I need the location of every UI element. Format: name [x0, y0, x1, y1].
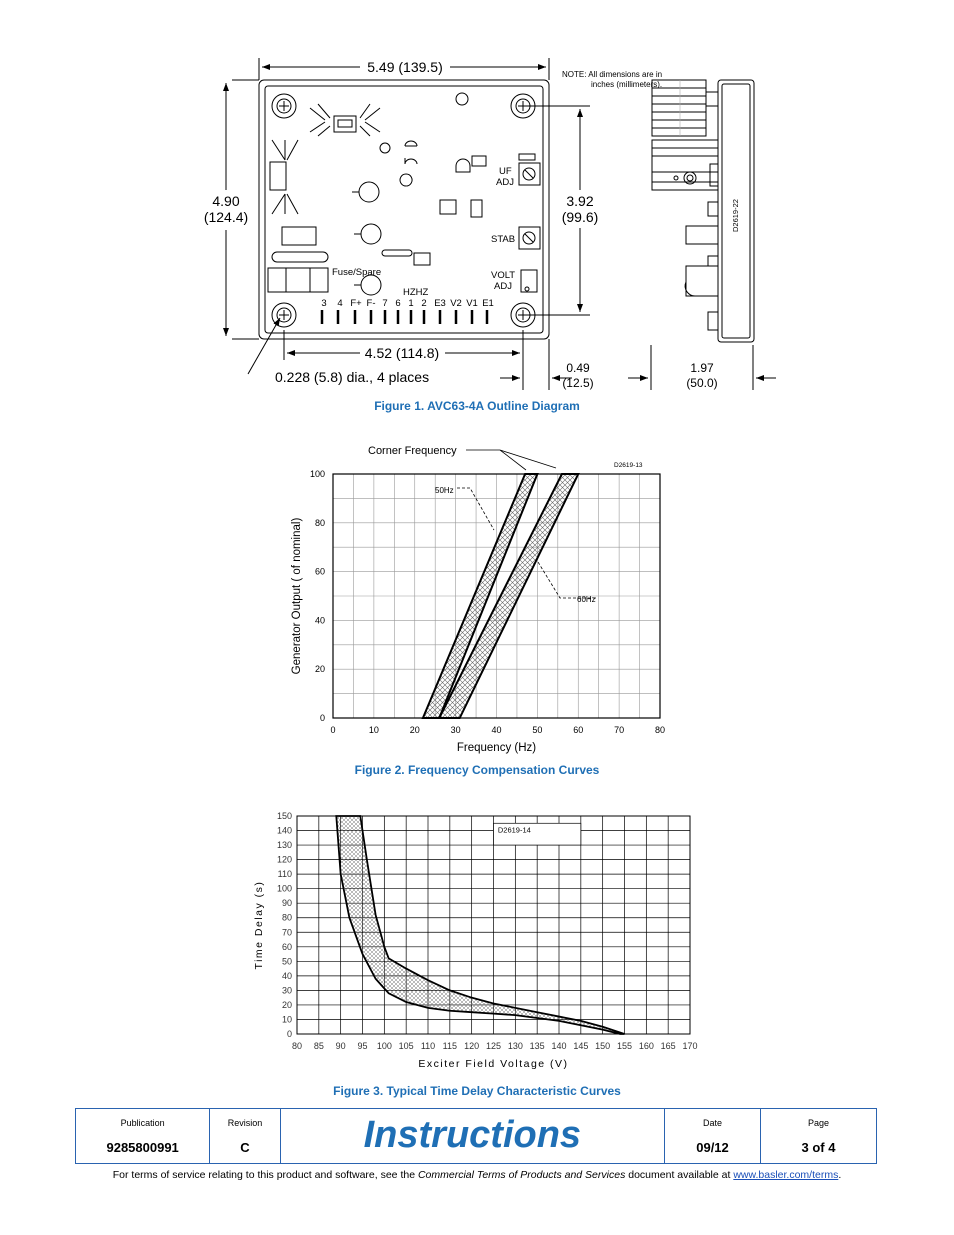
drawing-id: D2619-13	[614, 462, 643, 469]
terminal-label: V2	[450, 298, 462, 309]
y-axis-label: Time Delay (s)	[253, 880, 265, 970]
dim-height-in: 4.90	[212, 193, 240, 209]
terminal-label: 3	[321, 298, 327, 309]
terminal-label: 2	[421, 298, 427, 309]
x-tick-label: 160	[638, 1041, 654, 1051]
x-tick-label: 60	[573, 725, 584, 735]
y-tick-label: 90	[281, 898, 292, 909]
x-axis-label: Exciter Field Voltage (V)	[418, 1058, 569, 1070]
y-tick-label: 40	[314, 615, 325, 626]
x-tick-label: 40	[491, 725, 502, 735]
revision-label: Revision	[227, 1118, 263, 1128]
label-60hz: 60Hz	[577, 595, 596, 604]
publication-value: 9285800991	[106, 1140, 179, 1155]
dim-depth-mm: (50.0)	[686, 376, 718, 390]
page-cell	[761, 1109, 876, 1163]
x-tick-label: 85	[313, 1041, 324, 1051]
corner-frequency-label: Corner Frequency	[368, 445, 457, 457]
y-tick-label: 100	[309, 469, 325, 479]
footer-table	[75, 1108, 877, 1164]
document-title: Instructions	[363, 1114, 582, 1156]
figure1-caption: Figure 1. AVC63-4A Outline Diagram	[374, 399, 580, 413]
time-delay-band	[336, 816, 624, 1034]
x-tick-label: 70	[614, 725, 625, 735]
frequency-compensation-chart	[0, 430, 954, 760]
terms-suffix: .	[838, 1169, 842, 1181]
dim-edge-mm: (12.5)	[562, 376, 594, 390]
y-tick-label: 100	[276, 883, 292, 894]
x-tick-label: 135	[529, 1041, 545, 1051]
terminal-label: V1	[466, 298, 478, 309]
x-tick-label: 10	[368, 725, 379, 735]
time-delay-chart	[0, 800, 954, 1080]
x-tick-label: 30	[450, 725, 461, 735]
publication-cell	[76, 1109, 210, 1163]
note-line2: inches (millimeters).	[591, 80, 663, 89]
terms-link[interactable]: www.basler.com/terms	[733, 1169, 839, 1181]
dim-hole-spacing: 4.52 (114.8)	[364, 345, 440, 361]
y-tick-label: 120	[276, 854, 292, 865]
dim-height-mm: (124.4)	[203, 209, 249, 225]
dim-inner-height-mm: (99.6)	[561, 209, 599, 225]
label-uf-adj: ADJ	[496, 177, 514, 188]
y-axis-label: Generator Output ( of nominal)	[291, 517, 303, 675]
x-tick-label: 140	[551, 1041, 567, 1051]
terminal-bars	[322, 310, 487, 324]
x-axis-label: Frequency (Hz)	[456, 742, 537, 754]
publication-label: Publication	[120, 1118, 165, 1128]
terms-prefix: For terms of service relating to this product and software, see the	[112, 1169, 418, 1181]
y-tick-label: 130	[276, 840, 292, 851]
label-volt: VOLT	[491, 270, 516, 281]
y-tick-label: 0	[319, 713, 325, 723]
dim-width: 5.49 (139.5)	[367, 59, 443, 75]
leader-50hz	[457, 488, 494, 530]
terminal-label: E3	[434, 298, 446, 309]
dim-depth-in: 1.97	[690, 361, 714, 375]
figure3-caption: Figure 3. Typical Time Delay Characteristic Curves	[333, 1084, 621, 1098]
y-tick-label: 80	[314, 517, 325, 528]
x-tick-label: 100	[376, 1041, 392, 1051]
x-tick-label: 80	[654, 725, 666, 735]
x-tick-label: 130	[507, 1041, 523, 1051]
terms-mid: document available at	[625, 1169, 734, 1181]
y-tick-label: 70	[281, 927, 292, 938]
dim-hole-dia: 0.228 (5.8) dia., 4 places	[275, 369, 430, 385]
drawing-id: D2619-14	[497, 825, 531, 835]
terminal-label: 6	[395, 298, 401, 309]
terminal-label: 4	[337, 298, 343, 309]
terminal-label: E1	[482, 298, 494, 309]
x-tick-label: 115	[442, 1041, 458, 1051]
page-label: Page	[807, 1118, 829, 1128]
y-tick-label: 0	[286, 1029, 292, 1039]
date-value: 09/12	[696, 1140, 729, 1155]
x-tick-label: 165	[660, 1041, 676, 1051]
x-tick-label: 80	[291, 1041, 303, 1051]
label-hzhz: HZHZ	[403, 287, 429, 298]
revision-cell	[210, 1109, 280, 1163]
y-tick-label: 30	[281, 985, 292, 996]
side-drawing-id: D2619-22	[731, 199, 740, 232]
title-cell	[281, 1109, 665, 1163]
leader-60hz	[538, 562, 596, 598]
terminal-label: 7	[382, 298, 388, 309]
label-stab: STAB	[491, 234, 516, 245]
y-tick-label: 10	[281, 1014, 292, 1025]
note-line1: NOTE: All dimensions are in	[562, 70, 663, 79]
y-tick-label: 80	[281, 912, 292, 923]
x-tick-label: 20	[409, 725, 420, 735]
y-tick-label: 60	[281, 941, 292, 952]
corner-frequency-leader	[466, 450, 556, 470]
y-tick-label: 20	[314, 664, 325, 675]
x-tick-label: 0	[330, 725, 336, 735]
y-tick-label: 40	[281, 970, 292, 981]
x-tick-label: 145	[573, 1041, 589, 1051]
y-tick-label: 140	[276, 825, 292, 836]
y-tick-label: 110	[277, 869, 292, 880]
x-tick-label: 50	[532, 725, 543, 735]
date-label: Date	[703, 1118, 723, 1128]
label-50hz: 50Hz	[435, 486, 454, 495]
y-tick-label: 60	[314, 566, 325, 577]
dim-inner-height-in: 3.92	[566, 193, 594, 209]
label-volt-adj: ADJ	[494, 281, 512, 292]
terminal-labels	[321, 298, 493, 309]
terms-italic: Commercial Terms of Products and Services	[417, 1169, 626, 1181]
x-tick-label: 90	[335, 1041, 346, 1051]
figure2-caption: Figure 2. Frequency Compensation Curves	[354, 763, 600, 777]
x-tick-label: 95	[357, 1041, 368, 1051]
x-tick-label: 110	[420, 1041, 436, 1051]
page-value: 3 of 4	[801, 1140, 836, 1155]
revision-value: C	[240, 1140, 250, 1155]
terminal-label: F-	[366, 298, 376, 309]
x-tick-label: 125	[485, 1041, 502, 1051]
terms-notice	[0, 1169, 954, 1181]
terminal-label: 1	[408, 298, 414, 309]
outline-diagram	[0, 0, 954, 400]
y-tick-label: 150	[276, 811, 292, 821]
y-tick-label: 50	[281, 956, 292, 967]
date-cell	[665, 1109, 761, 1163]
label-fuse: Fuse/Spare	[332, 267, 382, 278]
terminal-label: F+	[350, 298, 362, 309]
y-tick-label: 20	[281, 999, 292, 1010]
x-tick-label: 150	[595, 1041, 611, 1051]
x-tick-label: 170	[682, 1041, 698, 1051]
x-tick-label: 105	[398, 1041, 414, 1051]
board-outline	[259, 80, 549, 339]
dim-edge-in: 0.49	[566, 361, 590, 375]
label-uf: UF	[499, 166, 512, 177]
x-tick-label: 155	[616, 1041, 633, 1051]
x-tick-label: 120	[464, 1041, 480, 1051]
